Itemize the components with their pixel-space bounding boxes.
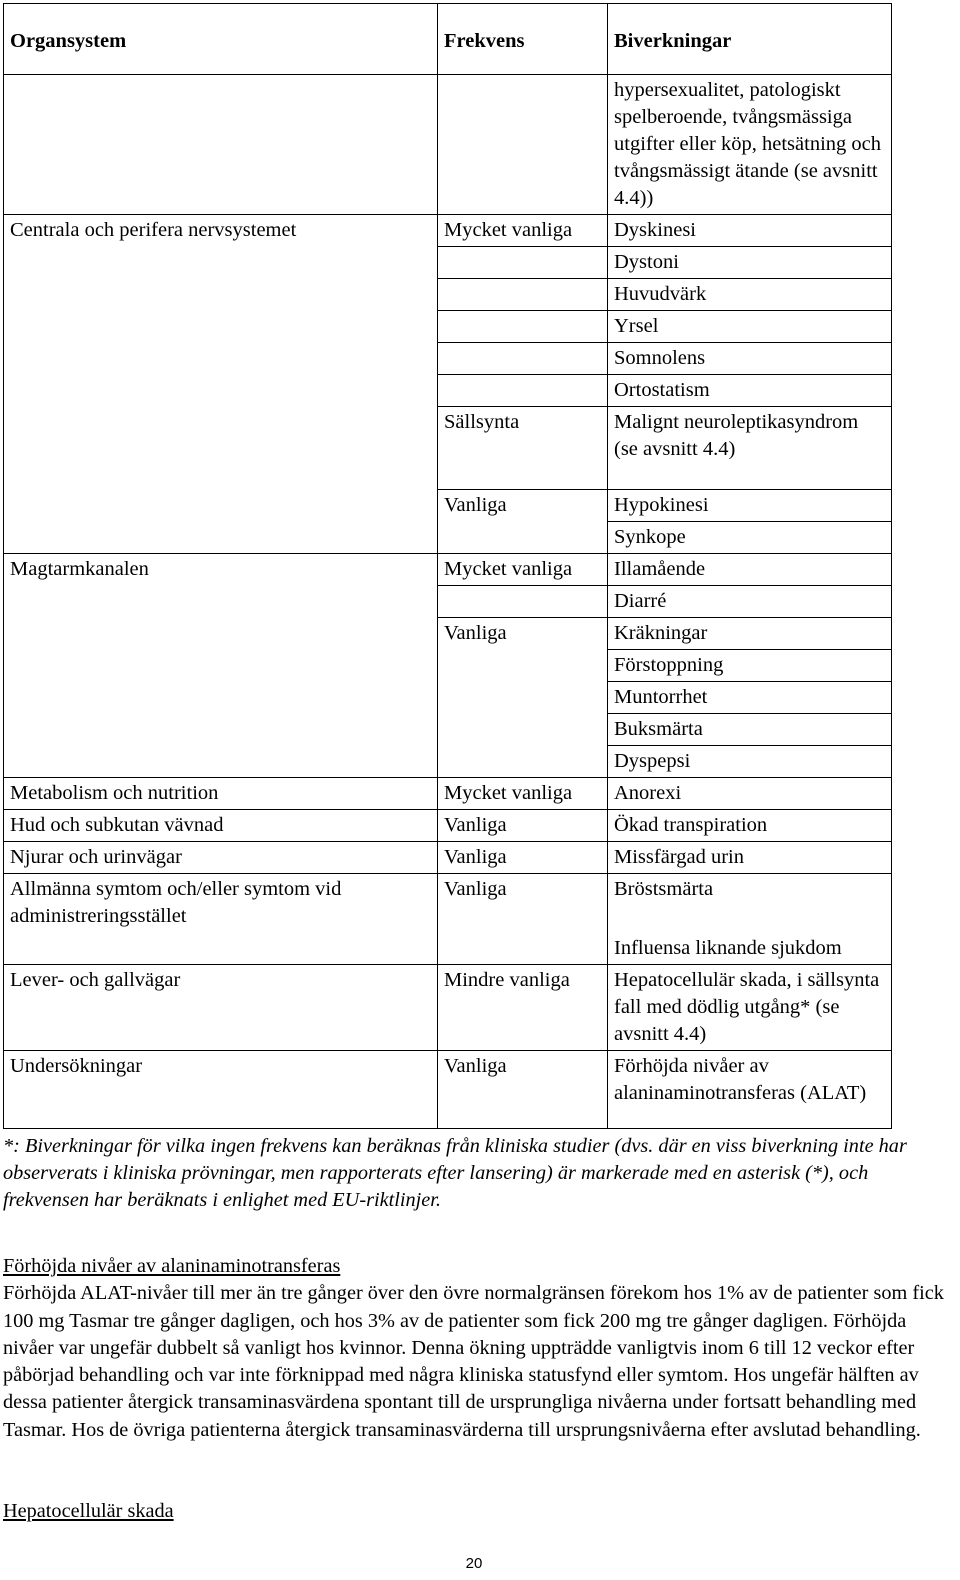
organ-cell (4, 490, 438, 522)
organ-cell: Njurar och urinvägar (4, 842, 438, 874)
table-row (4, 714, 892, 746)
frequency-cell (438, 75, 608, 215)
effect-cell: Missfärgad urin (608, 842, 892, 874)
table-row (4, 522, 892, 554)
table-row (4, 554, 892, 586)
effect-cell: Bröstsmärta (608, 874, 892, 933)
effect-cell: hypersexualitet, patologiskt spelberoende, tvångsmässiga utgifter eller köp, hetsätning och tvångsmässigt ätande (se avsnitt 4.4)) (608, 75, 892, 215)
header-frekvens: Frekvens (438, 4, 608, 75)
hepato-heading: Hepatocellulär skada (3, 1500, 174, 1522)
organ-cell (4, 311, 438, 343)
organ-cell (4, 586, 438, 618)
frequency-cell (438, 933, 608, 965)
effect-cell: Förhöjda nivåer av alaninaminotransferas (ALAT) (608, 1051, 892, 1129)
page-number: 20 (465, 1555, 483, 1572)
effect-cell: Malignt neuroleptikasyndrom (se avsnitt 4.4) (608, 407, 892, 490)
table-row (4, 311, 892, 343)
frequency-cell (438, 650, 608, 682)
frequency-cell: Mindre vanliga (438, 965, 608, 1051)
organ-cell: Undersökningar (4, 1051, 438, 1129)
table-footnote: *: Biverkningar för vilka ingen frekvens kan beräknas från kliniska studier (dvs. där en viss biverkning inte har observerats i kliniska prövningar, men rapporterats efter lansering) är markerade med en asterisk (*), och frekvensen har beräknats i enlighet med EU-riktlinjer. (3, 1135, 907, 1211)
effect-cell: Dyskinesi (608, 215, 892, 247)
table-row (4, 75, 892, 215)
alat-section (3, 1253, 953, 1444)
alat-heading: Förhöjda nivåer av alaninaminotransferas (3, 1255, 341, 1277)
effect-cell: Hypokinesi (608, 490, 892, 522)
frequency-cell: Vanliga (438, 1051, 608, 1129)
header-organsystem: Organsystem (4, 4, 438, 75)
table-row (4, 682, 892, 714)
table-row (4, 1051, 892, 1129)
table-row (4, 215, 892, 247)
effect-cell: Influensa liknande sjukdom (608, 933, 892, 965)
organ-cell: Metabolism och nutrition (4, 778, 438, 810)
frequency-cell (438, 746, 608, 778)
organ-cell: Centrala och perifera nervsystemet (4, 215, 438, 247)
frequency-cell: Vanliga (438, 874, 608, 933)
effect-cell: Muntorrhet (608, 682, 892, 714)
frequency-cell: Sällsynta (438, 407, 608, 490)
organ-cell: Allmänna symtom och/eller symtom vid administreringsstället (4, 874, 438, 933)
table-header-row (4, 4, 892, 75)
table-row (4, 343, 892, 375)
table-row (4, 842, 892, 874)
frequency-cell (438, 714, 608, 746)
effect-cell: Somnolens (608, 343, 892, 375)
table-row (4, 965, 892, 1051)
frequency-cell: Mycket vanliga (438, 778, 608, 810)
effect-cell: Buksmärta (608, 714, 892, 746)
effect-cell: Synkope (608, 522, 892, 554)
frequency-cell (438, 375, 608, 407)
effect-cell: Dyspepsi (608, 746, 892, 778)
organ-cell (4, 650, 438, 682)
organ-cell (4, 247, 438, 279)
effect-cell: Hepatocellulär skada, i sällsynta fall med dödlig utgång* (se avsnitt 4.4) (608, 965, 892, 1051)
effect-cell: Ökad transpiration (608, 810, 892, 842)
organ-cell (4, 746, 438, 778)
effect-cell: Illamående (608, 554, 892, 586)
hepato-section (3, 1498, 953, 1525)
frequency-cell: Mycket vanliga (438, 215, 608, 247)
table-row (4, 650, 892, 682)
frequency-cell: Vanliga (438, 810, 608, 842)
organ-cell (4, 279, 438, 311)
frequency-cell (438, 311, 608, 343)
organ-cell (4, 375, 438, 407)
frequency-cell (438, 279, 608, 311)
frequency-cell: Vanliga (438, 842, 608, 874)
organ-cell (4, 407, 438, 490)
table-row (4, 586, 892, 618)
organ-cell (4, 933, 438, 965)
frequency-cell (438, 586, 608, 618)
effect-cell: Förstoppning (608, 650, 892, 682)
organ-cell: Lever- och gallvägar (4, 965, 438, 1051)
effect-cell: Anorexi (608, 778, 892, 810)
organ-cell: Hud och subkutan vävnad (4, 810, 438, 842)
effect-cell: Diarré (608, 586, 892, 618)
table-row (4, 778, 892, 810)
effect-cell: Huvudvärk (608, 279, 892, 311)
table-row (4, 375, 892, 407)
frequency-cell: Vanliga (438, 618, 608, 650)
organ-cell (4, 682, 438, 714)
organ-cell (4, 714, 438, 746)
frequency-cell (438, 247, 608, 279)
table-row (4, 746, 892, 778)
effect-cell: Kräkningar (608, 618, 892, 650)
header-biverkningar: Biverkningar (608, 4, 892, 75)
organ-cell (4, 343, 438, 375)
alat-body: Förhöjda ALAT-nivåer till mer än tre gånger över den övre normalgränsen förekom hos 1% av de patienter som fick 100 mg Tasmar tre gånger dagligen, och hos 3% av de patienter som fick 200 mg tre gånger dagligen. Förhöjda nivåer var ungefär dubbelt så vanligt hos kvinnor. Denna ökning uppträdde vanligtvis inom 6 till 12 veckor efter påbörjad behandling och var inte förknippad med några kliniska statusfynd eller symtom. Hos ungefär hälften av dessa patienter återgick transaminasvärdena spontant till de ursprungliga nivåerna under fortsatt behandling med Tasmar. Hos de övriga patienterna återgick transaminasvärderna till ursprungsnivåerna efter avslutad behandling. (3, 1282, 944, 1441)
organ-cell (4, 522, 438, 554)
frequency-cell (438, 343, 608, 375)
frequency-cell: Vanliga (438, 490, 608, 522)
table-row (4, 407, 892, 490)
frequency-cell (438, 522, 608, 554)
frequency-cell: Mycket vanliga (438, 554, 608, 586)
table-row (4, 490, 892, 522)
table-row (4, 279, 892, 311)
adverse-reactions-table (3, 3, 892, 1129)
frequency-cell (438, 682, 608, 714)
table-row (4, 933, 892, 965)
organ-cell (4, 75, 438, 215)
table-row (4, 247, 892, 279)
table-row (4, 810, 892, 842)
table-row (4, 618, 892, 650)
organ-cell (4, 618, 438, 650)
effect-cell: Ortostatism (608, 375, 892, 407)
effect-cell: Dystoni (608, 247, 892, 279)
organ-cell: Magtarmkanalen (4, 554, 438, 586)
table-row (4, 874, 892, 933)
effect-cell: Yrsel (608, 311, 892, 343)
